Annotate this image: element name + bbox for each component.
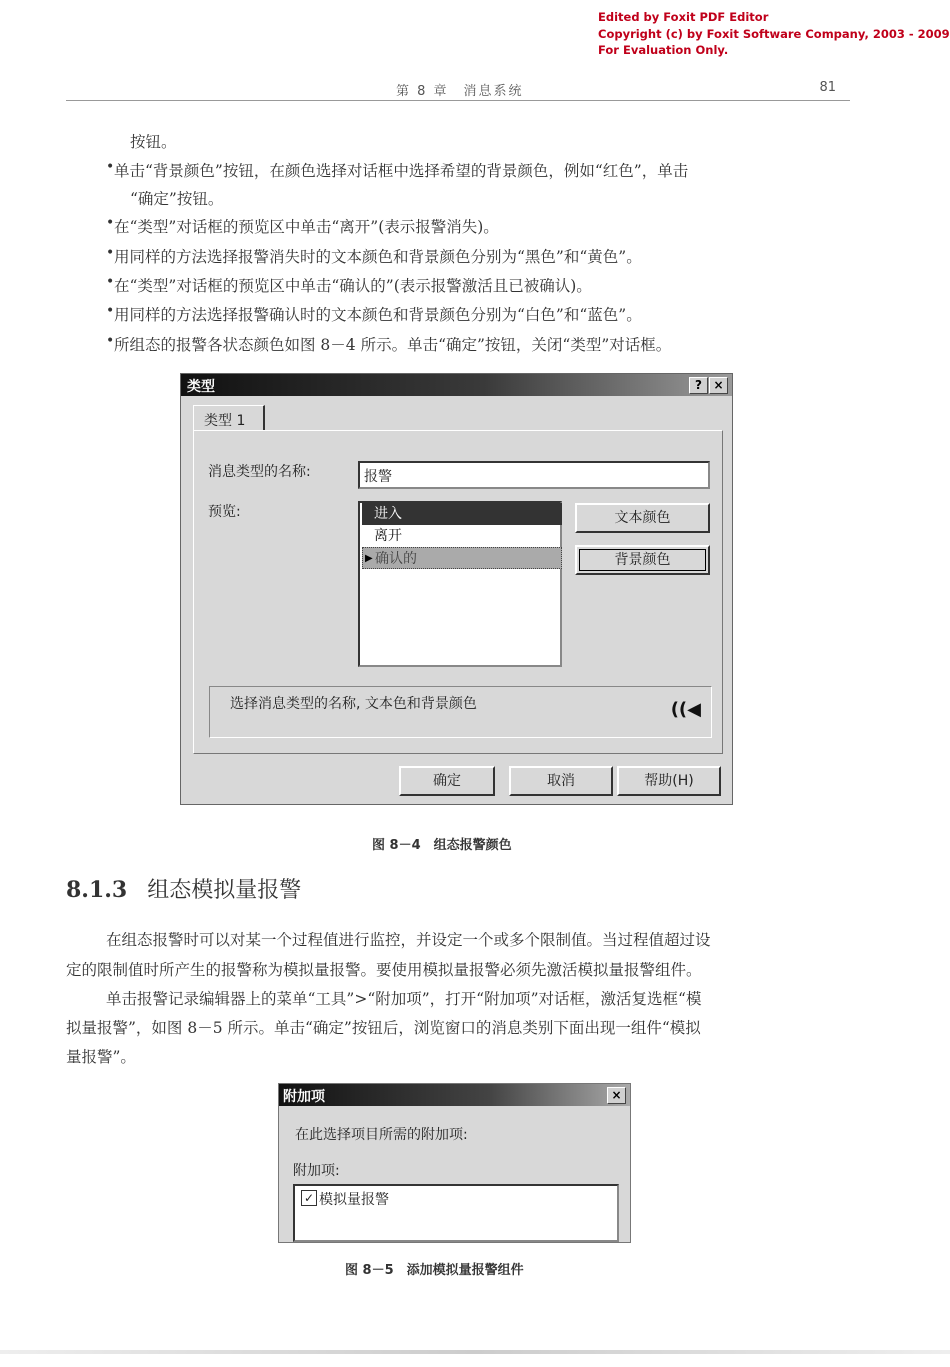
dialog-titlebar bbox=[279, 1084, 630, 1106]
name-input[interactable]: 报警 bbox=[358, 461, 710, 489]
bullet-item: • 单击“背景颜色”按钮，在颜色选择对话框中选择希望的背景颜色，例如“红色”，单击 bbox=[114, 159, 854, 181]
bullet-item: • 在“类型”对话框的预览区中单击“离开”(表示报警消失)。 bbox=[114, 215, 854, 237]
preview-label: 预览: bbox=[208, 504, 241, 520]
dialog-title: 附加项 bbox=[283, 1089, 325, 1105]
close-icon[interactable]: × bbox=[709, 377, 728, 394]
addon-analog-alarm: 模拟量报警 bbox=[319, 1192, 389, 1208]
figure-caption: 图 8－4 组态报警颜色 bbox=[372, 838, 512, 853]
close-icon[interactable]: × bbox=[607, 1087, 626, 1104]
addons-dialog bbox=[278, 1083, 631, 1243]
name-label: 消息类型的名称: bbox=[208, 464, 311, 480]
paragraph-line: 在组态报警时可以对某一个过程值进行监控，并设定一个或多个限制值。当过程值超过设 bbox=[106, 931, 711, 949]
list-item-acknowledged[interactable] bbox=[362, 547, 562, 569]
bullet-item: • 用同样的方法选择报警确认时的文本颜色和背景颜色分别为“白色”和“蓝色”。 bbox=[114, 303, 854, 325]
watermark-line-1: Edited by Foxit PDF Editor bbox=[598, 10, 769, 24]
cancel-button[interactable]: 取消 bbox=[509, 766, 613, 796]
list-item-leave[interactable]: 离开 bbox=[374, 528, 402, 544]
list-item-enter[interactable]: 进入 bbox=[362, 503, 562, 525]
bullet-item: • 用同样的方法选择报警消失时的文本颜色和背景颜色分别为“黑色”和“黄色”。 bbox=[114, 245, 854, 267]
foxit-watermark bbox=[598, 9, 950, 59]
status-text: 选择消息类型的名称, 文本色和背景颜色 bbox=[230, 696, 477, 712]
running-header bbox=[66, 80, 850, 101]
figure-caption: 图 8－5 添加模拟量报警组件 bbox=[345, 1263, 524, 1278]
dialog-title: 类型 bbox=[187, 379, 215, 395]
paragraph-line: 量报警”。 bbox=[66, 1048, 136, 1066]
section-title: 组态模拟量报警 bbox=[147, 878, 302, 903]
dialog-titlebar bbox=[181, 374, 732, 396]
background-color-button[interactable]: 背景颜色 bbox=[575, 545, 710, 575]
chapter-title: 第 8 章 消息系统 bbox=[396, 84, 524, 99]
list-item-label: 确认的 bbox=[375, 551, 417, 567]
checkbox-checked-icon[interactable]: ✓ bbox=[301, 1190, 317, 1206]
page-number: 81 bbox=[819, 80, 836, 95]
bullet-item-continued: “确定”按钮。 bbox=[130, 190, 224, 208]
bullet-item: • 在“类型”对话框的预览区中单击“确认的”(表示报警激活且已被确认)。 bbox=[114, 274, 854, 296]
preview-list bbox=[358, 501, 562, 667]
paragraph-line: 拟量报警”，如图 8－5 所示。单击“确定”按钮后，浏览窗口的消息类别下面出现一组件“模拟 bbox=[66, 1019, 701, 1037]
paragraph-line: 定的限制值时所产生的报警称为模拟量报警。要使用模拟量报警必须先激活模拟量报警组件。 bbox=[66, 961, 702, 979]
text-color-button[interactable]: 文本颜色 bbox=[575, 503, 710, 533]
horn-icon: ((◀ bbox=[670, 699, 701, 720]
tab-type-1[interactable]: 类型 1 bbox=[193, 405, 265, 431]
paragraph-line: 单击报警记录编辑器上的菜单“工具”>“附加项”，打开“附加项”对话框，激活复选框“模 bbox=[106, 990, 702, 1008]
help-button[interactable]: 帮助(H) bbox=[617, 766, 721, 796]
page-edge-shadow bbox=[0, 1350, 950, 1354]
ok-button[interactable]: 确定 bbox=[399, 766, 495, 796]
watermark-line-3: For Evaluation Only. bbox=[598, 43, 729, 57]
section-heading bbox=[66, 873, 301, 904]
play-arrow-icon: ▶ bbox=[365, 553, 373, 564]
addons-label: 附加项: bbox=[293, 1163, 340, 1179]
status-bar bbox=[209, 686, 712, 738]
type-dialog bbox=[180, 373, 733, 805]
help-icon[interactable]: ? bbox=[689, 377, 708, 394]
addons-list bbox=[293, 1184, 619, 1242]
section-number: 8.1.3 bbox=[66, 877, 128, 903]
instruction-text: 在此选择项目所需的附加项: bbox=[295, 1127, 468, 1143]
continued-text: 按钮。 bbox=[130, 133, 177, 151]
list-item[interactable] bbox=[295, 1186, 495, 1210]
watermark-line-2: Copyright (c) by Foxit Software Company, 2003 - 2009 bbox=[598, 26, 950, 41]
bullet-item: • 所组态的报警各状态颜色如图 8－4 所示。单击“确定”按钮，关闭“类型”对话框。 bbox=[114, 333, 854, 355]
